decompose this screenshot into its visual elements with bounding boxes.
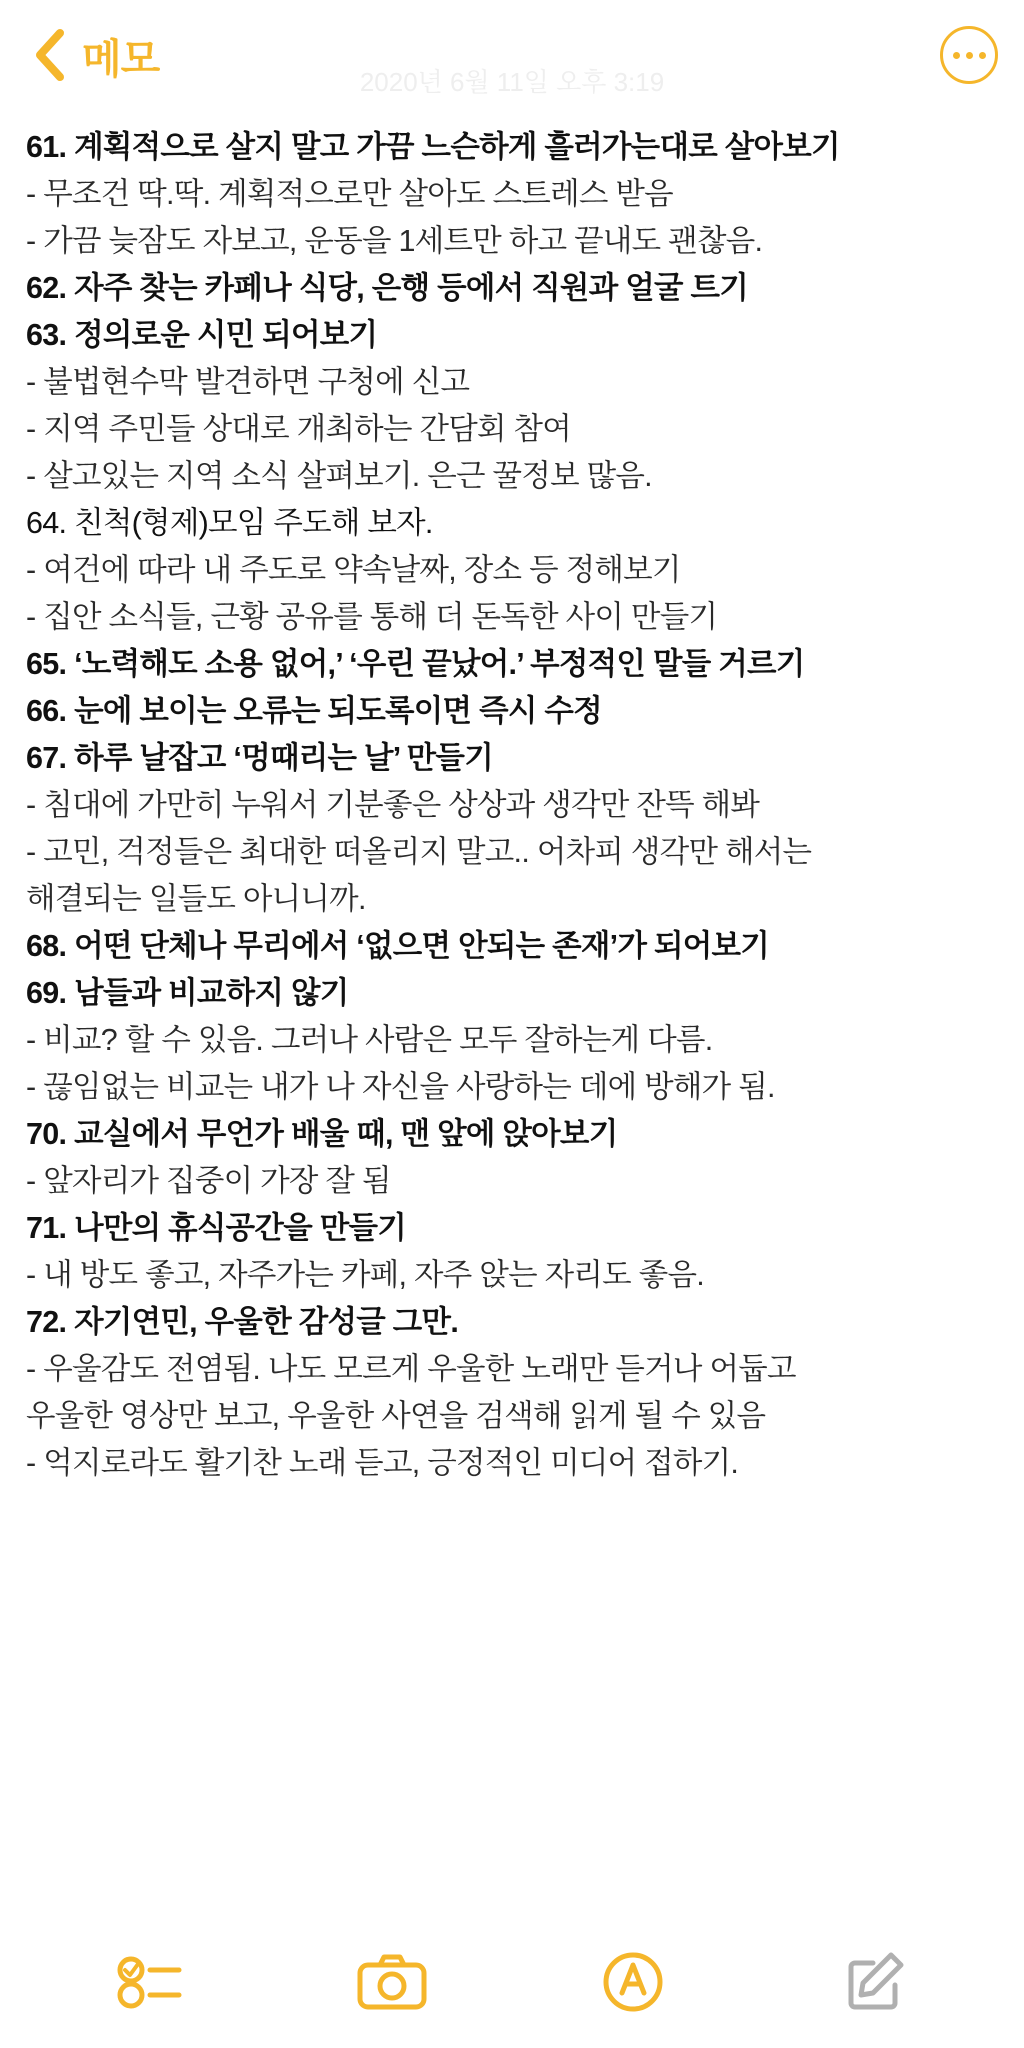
note-line: 72. 자기연민, 우울한 감성글 그만. [26,1305,459,1339]
app-header [0,0,1024,110]
note-line: - 살고있는 지역 소식 살펴보기. 은근 꿀정보 많음. [26,459,652,493]
camera-button[interactable] [347,1942,437,2022]
note-line: - 침대에 가만히 누워서 기분좋은 상상과 생각만 잔뜩 해봐 [26,788,760,822]
note-line: - 우울감도 전염됨. 나도 모르게 우울한 노래만 듣거나 어둡고 [26,1352,796,1386]
note-line: 해결되는 일들도 아니니까. [26,882,366,916]
bottom-toolbar [0,1916,1024,2048]
note-line: 61. 계획적으로 살지 말고 가끔 느슨하게 흘러가는대로 살아보기 [26,130,840,164]
note-line: - 무조건 딱.딱. 계획적으로만 살아도 스트레스 받음 [26,177,673,211]
note-line: - 불법현수막 발견하면 구청에 신고 [26,365,470,399]
checklist-button[interactable] [106,1942,196,2022]
note-line: - 억지로라도 활기찬 노래 듣고, 긍정적인 미디어 접하기. [26,1446,739,1480]
note-line: 65. ‘노력해도 소용 없어,’ ‘우린 끝났어.’ 부정적인 말들 거르기 [26,647,805,681]
note-line: 70. 교실에서 무언가 배울 때, 맨 앞에 앉아보기 [26,1117,618,1151]
note-line: - 고민, 걱정들은 최대한 떠올리지 말고.. 어차피 생각만 해서는 [26,835,812,869]
camera-icon [356,1953,428,2011]
more-options-icon-dot2 [966,52,973,59]
note-line: 69. 남들과 비교하지 않기 [26,976,349,1010]
note-line: - 집안 소식들, 근황 공유를 통해 더 돈독한 사이 만들기 [26,600,718,634]
note-line: - 여건에 따라 내 주도로 약속날짜, 장소 등 정해보기 [26,553,681,587]
note-line: 67. 하루 날잡고 ‘멍때리는 날’ 만들기 [26,741,493,775]
note-line: - 비교? 할 수 있음. 그러나 사람은 모두 잘하는게 다름. [26,1023,713,1057]
page-title: 메모 [82,35,160,82]
more-options-icon-dot3 [979,52,986,59]
note-line: 63. 정의로운 시민 되어보기 [26,318,378,352]
note-line: - 앞자리가 집중이 가장 잘 됨 [26,1164,391,1198]
compose-icon [843,1951,905,2013]
note-line: - 끊임없는 비교는 내가 나 자신을 사랑하는 데에 방해가 됨. [26,1070,775,1104]
more-options-button[interactable] [940,26,998,84]
draw-button[interactable] [588,1942,678,2022]
note-line: 71. 나만의 휴식공간을 만들기 [26,1211,407,1245]
note-line: 66. 눈에 보이는 오류는 되도록이면 즉시 수정 [26,694,602,728]
note-line: - 내 방도 좋고, 자주가는 카페, 자주 앉는 자리도 좋음. [26,1258,705,1292]
more-options-icon [953,52,960,59]
note-line: 62. 자주 찾는 카페나 식당, 은행 등에서 직원과 얼굴 트기 [26,271,749,305]
draw-pen-icon [602,1951,664,2013]
checklist-icon [117,1955,185,2009]
note-line: 우울한 영상만 보고, 우울한 사연을 검색해 읽게 될 수 있음 [26,1399,766,1433]
note-line: - 지역 주민들 상대로 개최하는 간담회 참여 [26,412,572,446]
note-timestamp: 2020년 6월 11일 오후 3:19 [359,67,665,97]
note-content[interactable] [0,110,1024,1916]
note-line: - 가끔 늦잠도 자보고, 운동을 1세트만 하고 끝내도 괜찮음. [26,224,763,258]
compose-button[interactable] [829,1942,919,2022]
note-line: 64. 친척(형제)모임 주도해 보자. [26,506,433,540]
chevron-left-icon [32,27,66,83]
back-button[interactable] [26,25,72,85]
note-line: 68. 어떤 단체나 무리에서 ‘없으면 안되는 존재’가 되어보기 [26,929,770,963]
